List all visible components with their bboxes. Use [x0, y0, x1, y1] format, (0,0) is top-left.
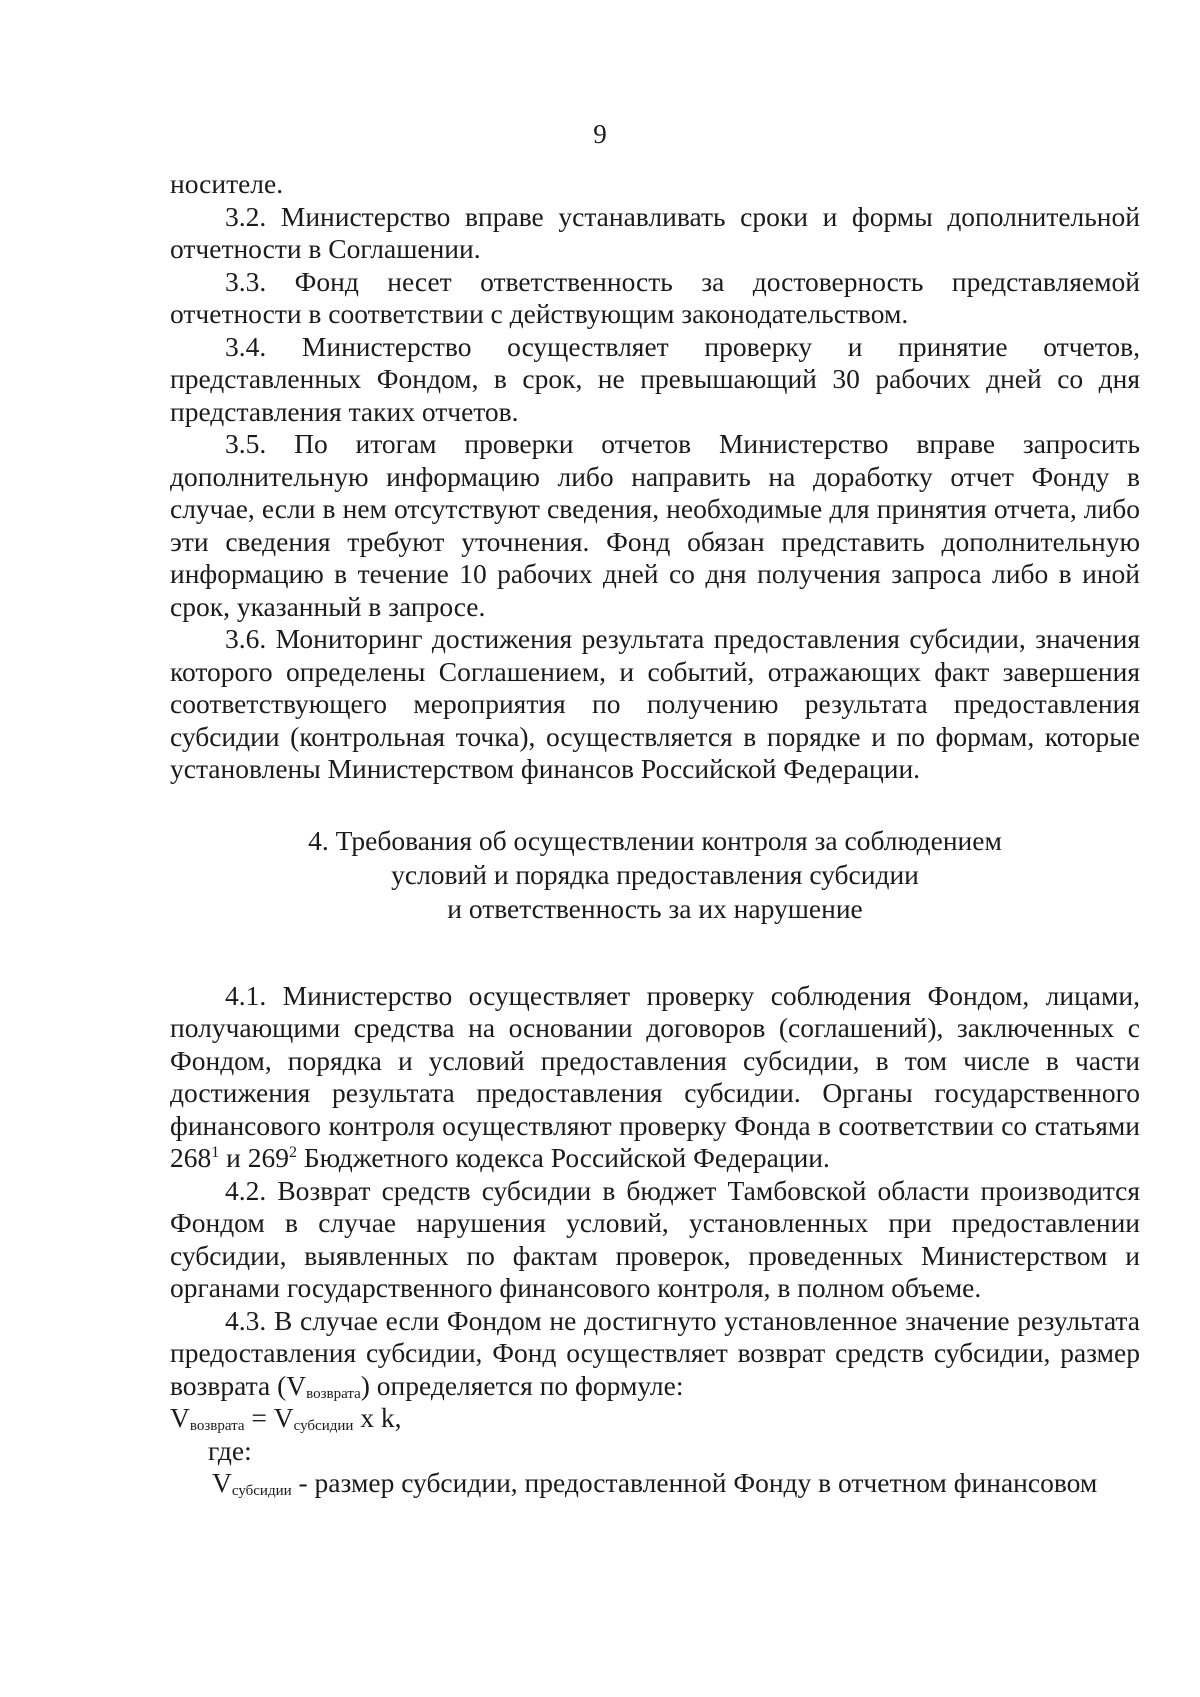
- where-label: где:: [208, 1434, 252, 1466]
- paragraph-continuation: носителе.: [170, 168, 284, 199]
- paragraph-4-1: 4.1. Министерство осуществляет проверку соблюдения Фондом, лицами, получающими средства на основании договоров (соглашений), заключенных с Фондом, порядка и условий предоставления субсидии, в том числе в части достижения результата предоставления субсидии. Органы государственного финансового контроля осуществляют проверку Фонда в соответствии со статьями $268^1$ и $269^2$ Бюджетного кодекса Российской Федерации.: [170, 979, 1140, 1173]
- paragraph-4-2: 4.2. Возврат средств субсидии в бюджет Тамбовской области производится Фондом в случае нарушения условий, установленных при предоставлении субсидии, выявленных по фактам проверок, проведенных Министерством и органами государственного финансового контроля, в полном объеме.: [170, 1174, 1140, 1303]
- document-body: [170, 168, 1140, 1500]
- paragraph-4-3: 4.3. В случае если Фондом не достигнуто установленное значение результата предоставления субсидии, Фонд осуществляет возврат средств субсидии, размер возврата $(V_{возврата})$ определяется по формуле:: [170, 1304, 1140, 1402]
- return-formula: $V_{возврата} = V_{субсидии}$ x k,: [170, 1402, 402, 1434]
- page-number: 9: [593, 119, 607, 149]
- heading-line-3: и ответственность за их нарушение: [447, 892, 863, 924]
- heading-line-2: условий и порядка предоставления субсидии: [391, 858, 919, 890]
- paragraph-3-5: 3.5. По итогам проверки отчетов Министерство вправе запросить дополнительную информацию либо направить на доработку отчет Фонду в случае, если в нем отсутствуют сведения, необходимые для принятия отчета, либо эти сведения требуют уточнения. Фонд обязан представить дополнительную информацию в течение 10 рабочих дней со дня получения запроса либо в иной срок, указанный в запросе.: [170, 428, 1140, 622]
- paragraph-3-4: 3.4. Министерство осуществляет проверку и принятие отчетов, представленных Фондом, в срок, не превышающий 30 рабочих дней со дня представления таких отчетов.: [170, 330, 1140, 427]
- definition-v-subsidy: $V_{субсидии}$ - размер субсидии, предоставленной Фонду в отчетном финансовом: [212, 1467, 1098, 1499]
- paragraph-3-3: 3.3. Фонд несет ответственность за достоверность представляемой отчетности в соответствии с действующим законодательством.: [170, 265, 1140, 329]
- paragraph-3-6: 3.6. Мониторинг достижения результата предоставления субсидии, значения которого определены Соглашением, и событий, отражающих факт завершения соответствующего мероприятия по получению результата предоставления субсидии (контрольная точка), осуществляется в порядке и по формам, которые установлены Министерством финансов Российской Федерации.: [170, 623, 1140, 784]
- heading-line-1: 4. Требования об осуществлении контроля за соблюдением: [308, 824, 1002, 856]
- section-4-heading: [170, 824, 1140, 926]
- paragraph-3-2: 3.2. Министерство вправе устанавливать сроки и формы дополнительной отчетности в Соглашении.: [170, 200, 1140, 264]
